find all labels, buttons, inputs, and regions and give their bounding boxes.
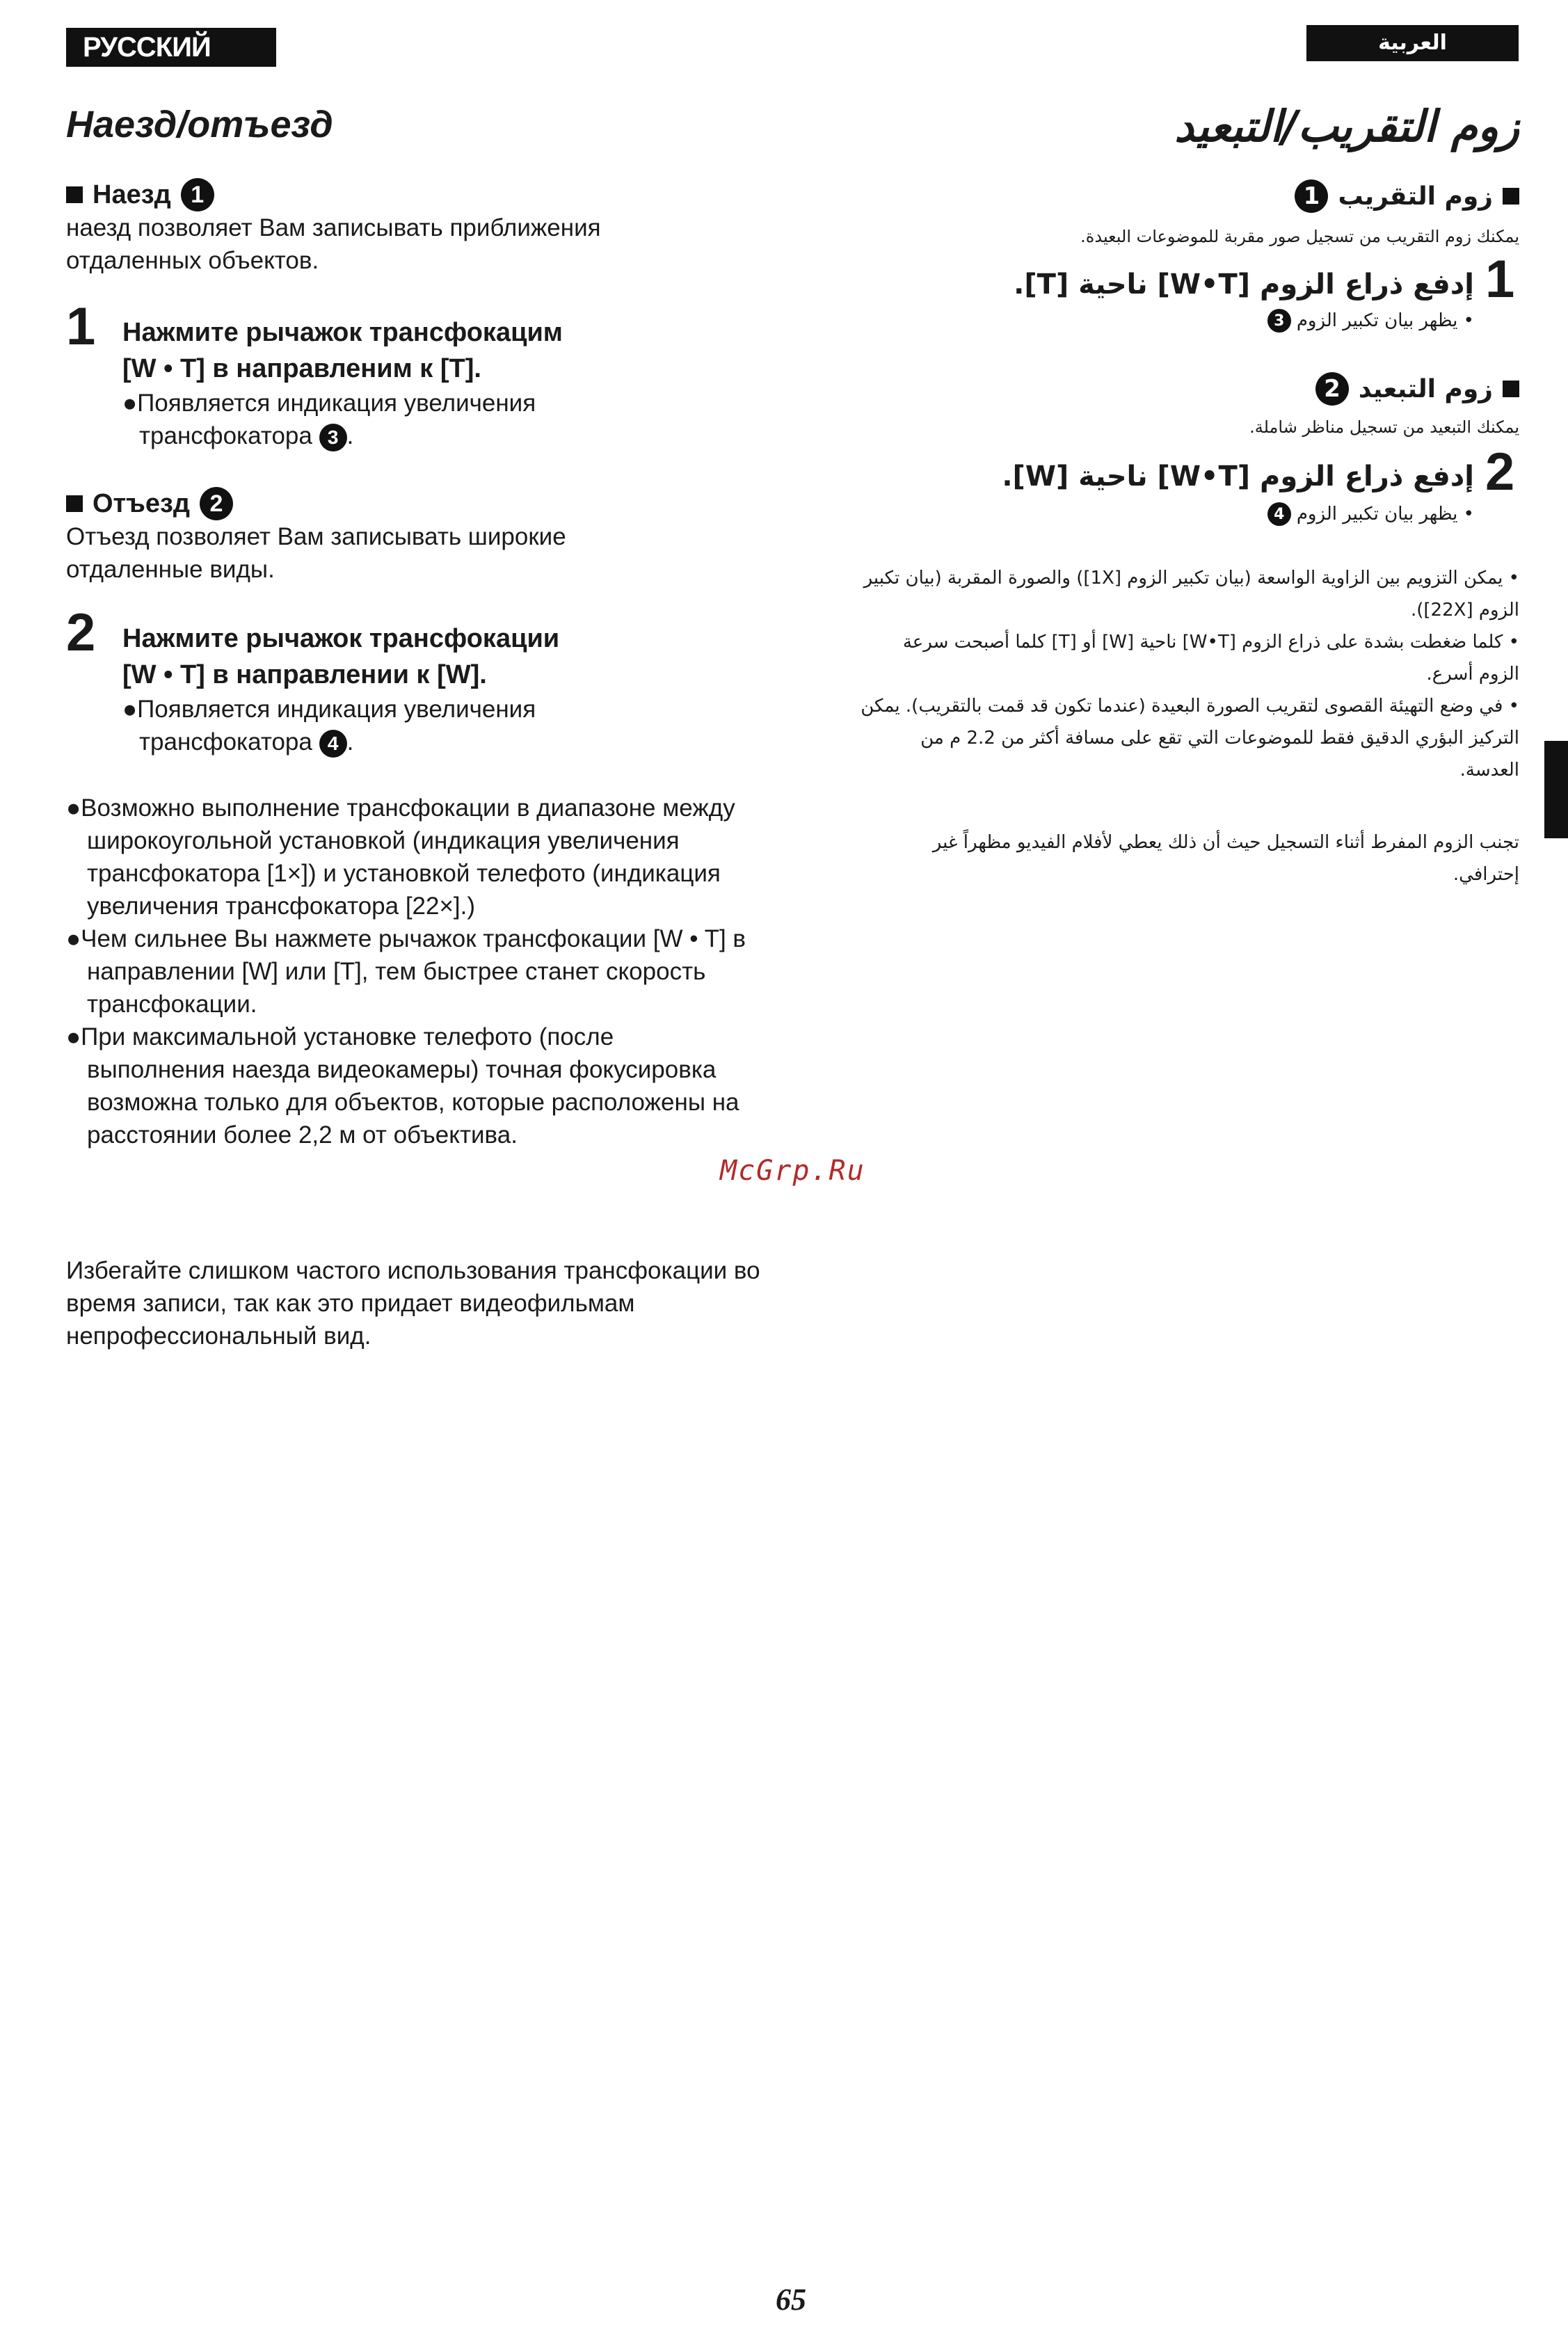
note-bullet-ar: • في وضع التهيئة القصوى لتقريب الصورة البعيدة (عندما تكون قد قمت بالتقريب). يمكن التركيز البؤري الدقيق فقط للموضوعات التي تقع على مسافة أكثر من 2.2 م من العدسة. [861,696,1519,781]
note-bullet: ●Чем сильнее Вы нажмете рычажок трансфокации [W • T] в направлении [W] или [T], тем быстрее станет скорость трансфокации. [66,925,746,1018]
section-zoom-out-ru [66,487,790,586]
step-1-note-text-ar: • يظهر بيان تكبير الزوم [1296,310,1474,331]
zoom-in-heading: Наезд [93,179,171,209]
step-2-instruction-ar: إدفع ذراع الزوم [W•T] ناحية [W]. [1002,461,1474,493]
note-bullet-ar: • كلما ضغطت بشدة على ذراع الزوم [W•T] ناحية [W] أو [T] كلما أصبحت سرعة الزوم أسرع. [902,632,1519,685]
marker-4-icon: 4 [1267,502,1291,526]
closing-note-ar: تجنب الزوم المفرط أثناء التسجيل حيث أن ذلك يعطي لأفلام الفيديو مظهراً غير إحترافي. [932,832,1519,885]
page-number: 65 [776,2282,806,2317]
language-tag-arabic: العربية [1306,25,1519,61]
note-bullet: ●Возможно выполнение трансфокации в диапазоне между широкоугольной установкой (индикация увеличения трансфокатора [1×]) и установкой телефото (индикация увеличения трансфокатора [22×].) [66,794,735,920]
marker-1-icon: 1 [181,178,214,211]
marker-1-icon: 1 [1295,179,1328,213]
step-1-line-1: Нажмите рычажок трансфокацим [122,318,563,347]
step-1-note-line-2: трансфокатора [139,422,312,449]
step-1-note-ar [1267,309,1474,333]
note-bullet: ●При максимальной установке телефото (после выполнения наезда видеокамеры) точная фокусировка возможна только для объектов, которые расположены на расстоянии более 2,2 м от объектива. [66,1023,739,1149]
step-2-note [122,693,536,758]
section-zoom-out-ar [1315,372,1519,406]
zoom-in-description-ar: يمكنك زوم التقريب من تسجيل صور مقربة للموضوعات البعيدة. [1080,227,1519,246]
zoom-in-heading-ar: زوم التقريب [1338,182,1493,211]
step-1-line-2: [W • T] в направленим к [T]. [122,354,481,383]
step-1-instruction [122,314,563,387]
square-bullet-icon [1503,381,1519,397]
step-2-number: 2 [66,603,96,662]
step-1-note-line-1: ●Появляется индикация увеличения [122,390,536,417]
step-2-number-ar: 2 [1485,442,1515,502]
chapter-tab-marker [1544,741,1568,838]
step-1-instruction-ar: إدفع ذراع الزوم [W•T] ناحية [T]. [1014,269,1474,301]
marker-3-icon: 3 [1267,309,1291,333]
step-2-instruction [122,621,559,693]
notes-list-ru [66,792,751,1151]
zoom-out-heading-ar: زوم التبعيد [1358,374,1493,403]
zoom-out-description-ar: يمكنك التبعيد من تسجيل مناظر شاملة. [1249,417,1519,437]
zoom-in-description: наезд позволяет Вам записывать приближения отдаленных объектов. [66,214,601,274]
zoom-out-description: Отъезд позволяет Вам записывать широкие отдаленные виды. [66,523,566,583]
step-1-number: 1 [66,297,96,356]
note-bullet-ar: • يمكن التزويم بين الزاوية الواسعة (بيان تكبير الزوم [1X]) والصورة المقربة (بيان تكبير الزوم [22X]). [863,568,1519,621]
marker-3-icon: 3 [319,424,347,451]
step-1-note-end: . [346,422,354,449]
step-2-note-line-2: трансфокатора [139,728,312,755]
square-bullet-icon [1503,188,1519,205]
notes-list-ar [858,562,1519,786]
closing-note-ru: Избегайте слишком частого использования трансфокации во время записи, так как это придает видеофильмам непрофессиональный вид. [66,1257,760,1350]
step-1-number-ar: 1 [1485,250,1515,309]
section-zoom-in-ar [1295,179,1519,213]
step-1-note [122,387,536,452]
zoom-out-heading: Отъезд [93,488,191,518]
page-title-russian: Наезд/отъезд [66,104,333,145]
step-2-line-1: Нажмите рычажок трансфокации [122,624,560,653]
page-title-arabic: زوم التقريب/التبعيد [1174,101,1519,152]
marker-2-icon: 2 [1315,372,1349,406]
step-2-note-line-1: ●Появляется индикация увеличения [122,696,536,723]
marker-4-icon: 4 [319,730,347,758]
step-2-note-ar [1267,502,1474,526]
step-2-note-end: . [346,728,354,755]
square-bullet-icon [66,186,83,203]
section-zoom-in-ru [66,178,790,277]
watermark: McGrp.Ru [720,1155,865,1187]
step-2-line-2: [W • T] в направлении к [W]. [122,660,487,689]
square-bullet-icon [66,495,83,512]
step-2-note-text-ar: • يظهر بيان تكبير الزوم [1296,504,1474,525]
language-tag-russian: РУССКИЙ ЯЗЫК [66,28,276,67]
marker-2-icon: 2 [200,487,233,520]
